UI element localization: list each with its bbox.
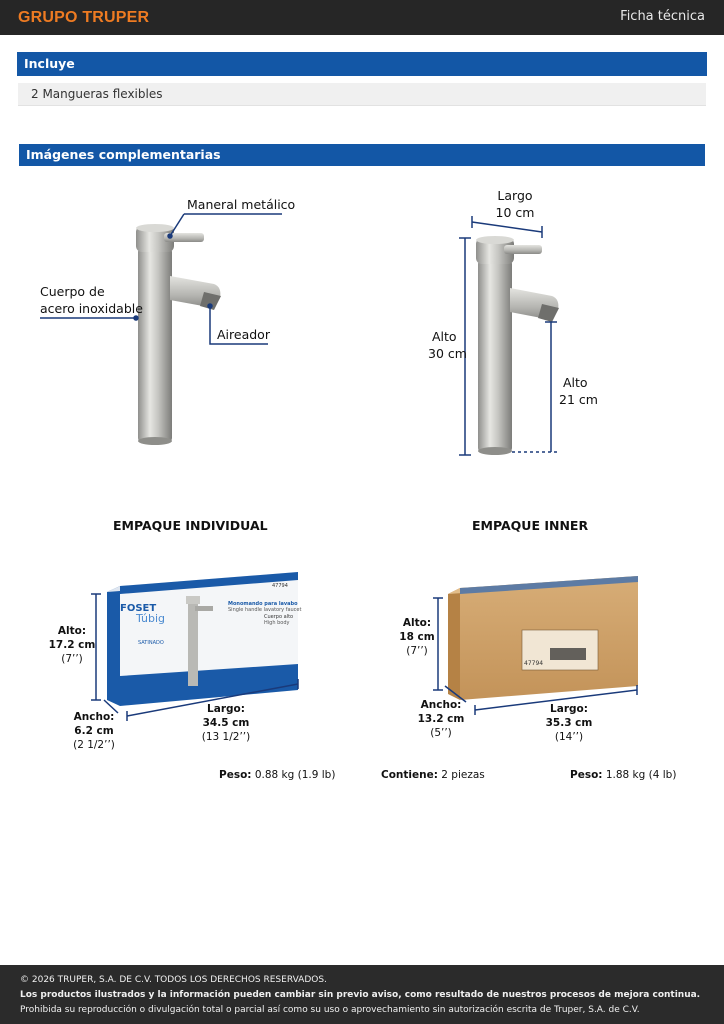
box-body: Cuerpo alto — [264, 614, 294, 620]
label-length-value: 10 cm — [495, 205, 535, 220]
inner-width-cm: 13.2 cm — [417, 713, 465, 725]
label-height: Alto — [432, 329, 457, 344]
ind-width-label: Ancho: — [73, 711, 115, 723]
inner-package-title: EMPAQUE INNER — [472, 518, 589, 533]
inner-length-in: (14’’) — [554, 731, 584, 743]
inner-length-cm: 35.3 cm — [545, 717, 593, 729]
ind-length-in: (13 1/2’’) — [201, 731, 251, 743]
inner-contains: Contiene: 2 piezas — [381, 769, 485, 781]
individual-package-title: EMPAQUE INDIVIDUAL — [113, 518, 268, 533]
ind-height-label: Alto: — [57, 625, 87, 637]
inner-box-code: 47794 — [524, 660, 544, 667]
footer-notice: Los productos ilustrados y la información pueden cambiar sin previo aviso, como resultado de nuestros procesos de mejora continua. — [20, 990, 701, 1000]
label-spout-height: Alto — [563, 375, 588, 390]
ind-length-label: Largo: — [207, 703, 245, 715]
ind-length-cm: 34.5 cm — [202, 717, 250, 729]
includes-item: 2 Mangueras flexibles — [18, 83, 706, 106]
box-product: Monomando para lavabo — [228, 601, 298, 607]
individual-package-image — [107, 572, 298, 706]
includes-section-title: Incluye — [17, 52, 707, 76]
ind-width-cm: 6.2 cm — [74, 725, 114, 737]
label-height-value: 30 cm — [428, 346, 467, 361]
footer-prohibition: Prohibida su reproducción o divulgación total o parcial así como su uso o aprovechamiento sin autorización escrita de Truper, S.A. de C.V. — [20, 1005, 640, 1015]
inner-width-in: (5’’) — [430, 727, 452, 739]
faucet-parts-image — [136, 224, 221, 445]
box-finish: SATINADO — [138, 640, 164, 646]
box-body-en: High body — [264, 620, 290, 626]
box-code: 47794 — [272, 583, 288, 589]
label-spout-height-value: 21 cm — [559, 392, 598, 407]
box-brand: FOSET — [120, 603, 157, 614]
ind-height-cm: 17.2 cm — [48, 639, 96, 651]
document-type: Ficha técnica — [620, 9, 705, 24]
box-line: Túbig — [136, 612, 166, 625]
footer-copyright: © 2026 TRUPER, S.A. DE C.V. TODOS LOS DERECHOS RESERVADOS. — [20, 975, 327, 985]
label-handle: Maneral metálico — [187, 197, 296, 212]
ind-weight: Peso: 0.88 kg (1.9 lb) — [219, 769, 336, 781]
inner-height-in: (7’’) — [406, 645, 428, 657]
label-length: Largo — [497, 188, 533, 203]
ind-width-in: (2 1/2’’) — [73, 739, 115, 751]
inner-package-image — [448, 576, 638, 700]
label-aerator: Aireador — [217, 327, 270, 342]
images-section-title: Imágenes complementarias — [19, 144, 705, 166]
inner-height-label: Alto: — [402, 617, 432, 629]
ind-height-in: (7’’) — [61, 653, 83, 665]
inner-weight: Peso: 1.88 kg (4 lb) — [570, 769, 677, 781]
box-product-en: Single handle lavatory faucet — [228, 607, 302, 613]
inner-length-label: Largo: — [550, 703, 588, 715]
label-body-line1: Cuerpo de — [40, 284, 105, 299]
footer — [0, 965, 724, 1024]
faucet-dimensions-image — [476, 236, 559, 455]
label-body-line2: acero inoxidable — [40, 301, 143, 316]
inner-height-cm: 18 cm — [399, 631, 435, 643]
brand-logo: GRUPO TRUPER — [18, 9, 150, 26]
inner-width-label: Ancho: — [420, 699, 462, 711]
